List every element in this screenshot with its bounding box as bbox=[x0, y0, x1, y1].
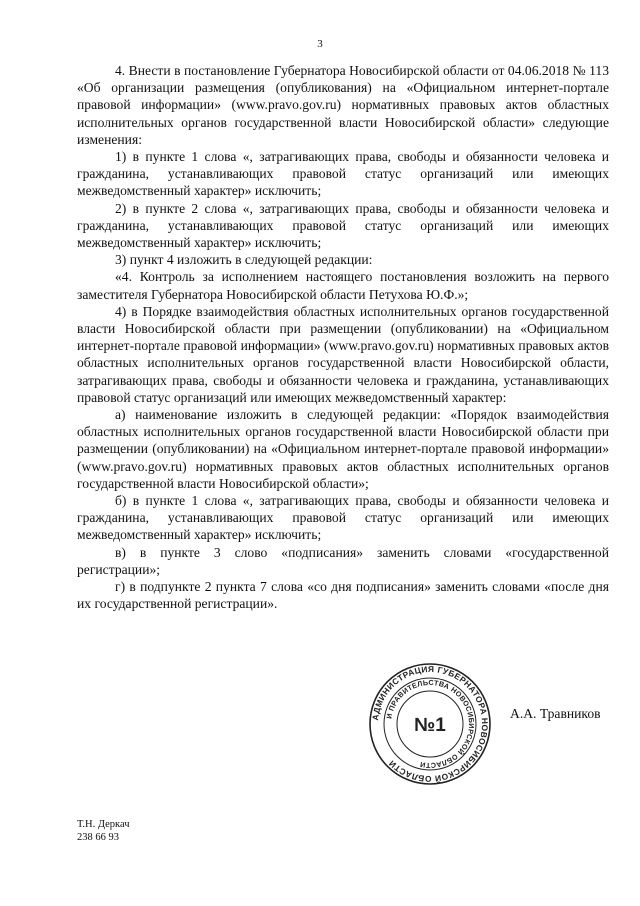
document-body bbox=[77, 62, 609, 613]
executor-phone: 238 66 93 bbox=[77, 832, 119, 843]
official-seal bbox=[368, 662, 492, 786]
paragraph: в) в пункте 3 слово «подписания» заменить словами «государственной регистрации»; bbox=[77, 544, 609, 577]
paragraph: б) в пункте 1 слова «, затрагивающих права, свободы и обязанности человека и гражданина, устанавливающих правовой статус организаций или имеющих межведомственный характер» исключить; bbox=[77, 493, 609, 543]
paragraph: «4. Контроль за исполнением настоящего постановления возложить на первого заместителя Губернатора Новосибирской области Петухова Ю.Ф.»; bbox=[77, 269, 609, 302]
paragraph: 4) в Порядке взаимодействия областных исполнительных органов государственной власти Новосибирской области при размещении (опубликовании) на «Официальном интернет-портале правовой информации» (www.pravo.gov.ru) нормативных правовых актов областных исполнительных органов государственной власти Новосибирской области, затрагивающих права, свободы и обязанности человека и гражданина, устанавливающих правовой статус организаций или имеющих межведомственный характер: bbox=[77, 303, 609, 405]
svg-text:№1: №1 bbox=[414, 715, 446, 736]
svg-text:АДМИНИСТРАЦИЯ ГУБЕРНАТОРА НОВО: АДМИНИСТРАЦИЯ ГУБЕРНАТОРА НОВОСИБИРСКОЙ ОБЛАСТИ bbox=[370, 663, 491, 785]
page-number: 3 bbox=[317, 38, 323, 50]
paragraph: а) наименование изложить в следующей редакции: «Порядок взаимодействия областных исполнительных органов государственной власти Новосибирской области при размещении (опубликовании) на «Официальном интернет-портале правовой информации» (www.pravo.gov.ru) нормативных правовых актов областных исполнительных органов государственной власти Новосибирской области»; bbox=[77, 407, 609, 491]
paragraph: 1) в пункте 1 слова «, затрагивающих права, свободы и обязанности человека и гражданина, устанавливающих правовой статус организаций или имеющих межведомственный характер» исключить; bbox=[77, 149, 609, 199]
executor-name: Т.Н. Деркач bbox=[77, 819, 130, 830]
signature-block bbox=[368, 662, 628, 785]
signatory-name: А.А. Травников bbox=[510, 706, 601, 721]
paragraph: 4. Внести в постановление Губернатора Новосибирской области от 04.06.2018 № 113 «Об организации размещения (опубликования) на «Официальном интернет-портале правовой информации» (www.pravo.gov.ru) нормативных правовых актов областных исполнительных органов государственной власти Новосибирской области» следующие изменения: bbox=[77, 63, 609, 147]
paragraph: 3) пункт 4 изложить в следующей редакции: bbox=[115, 252, 373, 268]
paragraph: 2) в пункте 2 слова «, затрагивающих права, свободы и обязанности человека и гражданина, устанавливающих правовой статус организаций или имеющих межведомственный характер» исключить; bbox=[77, 200, 609, 251]
paragraph: г) в подпункте 2 пункта 7 слова «со дня подписания» заменить словами «после дня их государственной регистрации». bbox=[77, 579, 609, 612]
executor-block bbox=[77, 818, 130, 844]
svg-text:И ПРАВИТЕЛЬСТВА НОВОСИБИРСКОЙ: И ПРАВИТЕЛЬСТВА НОВОСИБИРСКОЙ ОБЛАСТИ bbox=[384, 677, 477, 771]
